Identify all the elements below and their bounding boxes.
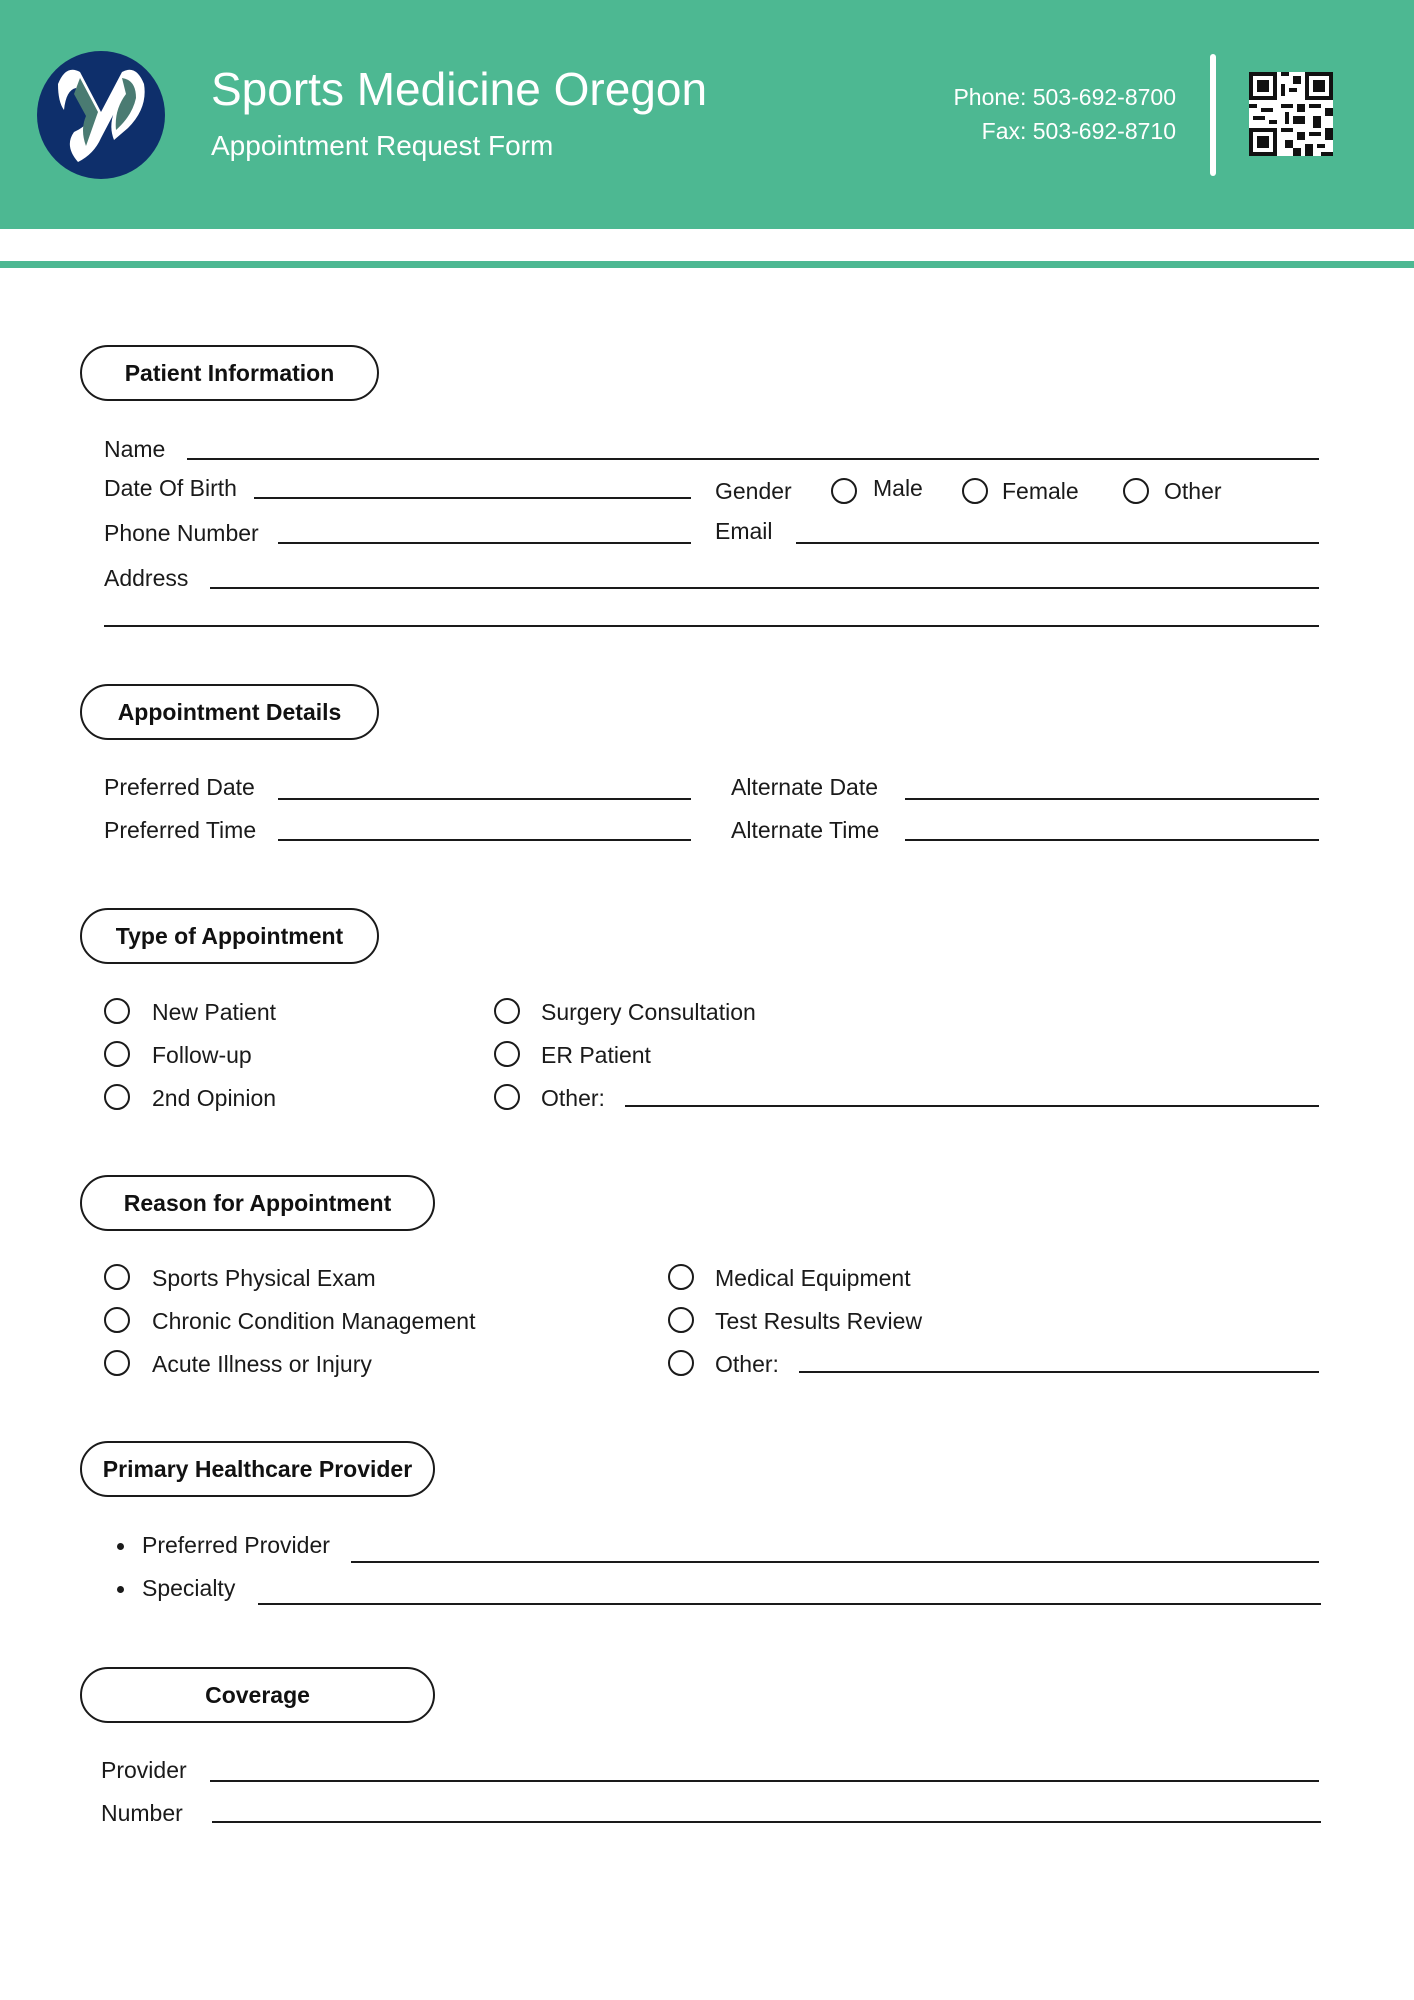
preferred-provider-label: Preferred Provider <box>142 1532 330 1558</box>
name-label: Name <box>104 436 166 462</box>
reason-other-label: Other: <box>715 1351 779 1377</box>
phone-field[interactable] <box>278 542 691 544</box>
reason-test-results-radio[interactable] <box>668 1307 694 1333</box>
type-new-patient-label: New Patient <box>152 999 277 1025</box>
section-reason-for-appointment: Reason for Appointment <box>80 1175 435 1231</box>
preferred-date-label: Preferred Date <box>104 774 255 800</box>
reason-acute-illness-radio[interactable] <box>104 1350 130 1376</box>
reason-medical-equipment-radio[interactable] <box>668 1264 694 1290</box>
header-divider <box>1210 54 1216 176</box>
alternate-time-field[interactable] <box>905 839 1319 841</box>
gender-male-label: Male <box>873 475 923 501</box>
type-follow-up-label: Follow-up <box>152 1042 252 1068</box>
reason-medical-equipment-label: Medical Equipment <box>715 1265 911 1291</box>
type-new-patient-radio[interactable] <box>104 998 130 1024</box>
address-label: Address <box>104 565 189 591</box>
reason-acute-illness-label: Acute Illness or Injury <box>152 1351 372 1377</box>
specialty-field[interactable] <box>258 1603 1321 1605</box>
email-label: Email <box>715 518 773 544</box>
email-field[interactable] <box>796 542 1319 544</box>
coverage-number-label: Number <box>101 1800 183 1826</box>
reason-sports-physical-label: Sports Physical Exam <box>152 1265 376 1291</box>
reason-other-field[interactable] <box>799 1371 1319 1373</box>
type-2nd-opinion-radio[interactable] <box>104 1084 130 1110</box>
reason-chronic-condition-radio[interactable] <box>104 1307 130 1333</box>
sports-medicine-logo-icon <box>36 50 166 180</box>
qr-code-icon <box>1249 72 1333 156</box>
fax-number: Fax: 503-692-8710 <box>981 118 1176 144</box>
type-other-radio[interactable] <box>494 1084 520 1110</box>
reason-chronic-condition-label: Chronic Condition Management <box>152 1308 476 1334</box>
alternate-date-label: Alternate Date <box>731 774 879 800</box>
specialty-label: Specialty <box>142 1575 236 1601</box>
organization-name: Sports Medicine Oregon <box>211 63 708 115</box>
reason-other-radio[interactable] <box>668 1350 694 1376</box>
coverage-number-field[interactable] <box>212 1821 1321 1823</box>
address-field-line-1[interactable] <box>210 587 1319 589</box>
form-title: Appointment Request Form <box>211 130 554 161</box>
alternate-date-field[interactable] <box>905 798 1319 800</box>
gender-label: Gender <box>715 478 792 504</box>
type-surgery-consultation-label: Surgery Consultation <box>541 999 756 1025</box>
section-appointment-details: Appointment Details <box>80 684 379 740</box>
gender-other-radio[interactable] <box>1123 478 1149 504</box>
header-accent-line <box>0 261 1414 268</box>
phone-label: Phone Number <box>104 520 259 546</box>
section-primary-healthcare-provider: Primary Healthcare Provider <box>80 1441 435 1497</box>
bullet-icon <box>117 1543 124 1550</box>
type-other-field[interactable] <box>625 1105 1319 1107</box>
coverage-provider-label: Provider <box>101 1757 187 1783</box>
dob-label: Date Of Birth <box>104 475 237 501</box>
gender-male-radio[interactable] <box>831 478 857 504</box>
reason-sports-physical-radio[interactable] <box>104 1264 130 1290</box>
type-er-patient-radio[interactable] <box>494 1041 520 1067</box>
alternate-time-label: Alternate Time <box>731 817 880 843</box>
preferred-time-label: Preferred Time <box>104 817 257 843</box>
section-type-of-appointment: Type of Appointment <box>80 908 379 964</box>
type-er-patient-label: ER Patient <box>541 1042 651 1068</box>
reason-test-results-label: Test Results Review <box>715 1308 923 1334</box>
gender-female-radio[interactable] <box>962 478 988 504</box>
preferred-date-field[interactable] <box>278 798 691 800</box>
preferred-time-field[interactable] <box>278 839 691 841</box>
name-field[interactable] <box>187 458 1319 460</box>
coverage-provider-field[interactable] <box>210 1780 1319 1782</box>
type-surgery-consultation-radio[interactable] <box>494 998 520 1024</box>
type-2nd-opinion-label: 2nd Opinion <box>152 1085 277 1111</box>
type-other-label: Other: <box>541 1085 605 1111</box>
dob-field[interactable] <box>254 497 691 499</box>
gender-female-label: Female <box>1002 478 1079 504</box>
address-field-line-2[interactable] <box>104 625 1319 627</box>
header-banner <box>0 0 1414 229</box>
bullet-icon <box>117 1586 124 1593</box>
phone-number: Phone: 503-692-8700 <box>953 84 1176 110</box>
type-follow-up-radio[interactable] <box>104 1041 130 1067</box>
preferred-provider-field[interactable] <box>351 1561 1319 1563</box>
gender-other-label: Other <box>1164 478 1222 504</box>
section-patient-information: Patient Information <box>80 345 379 401</box>
section-coverage: Coverage <box>80 1667 435 1723</box>
